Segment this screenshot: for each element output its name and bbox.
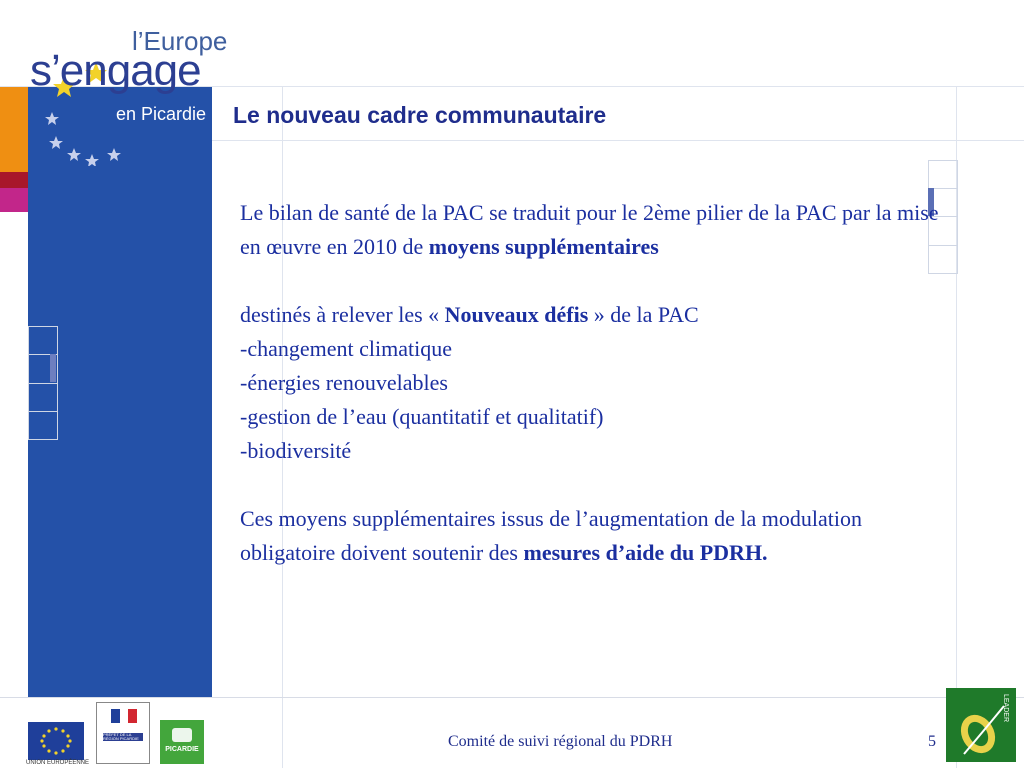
- intro-emphasis: moyens supplémentaires: [428, 234, 659, 259]
- grid-line: [28, 411, 58, 412]
- conclusion-text: Ces moyens supplémentaires issus de l’augmentation de la modulation obligatoire doivent soutenir des: [240, 506, 862, 565]
- magenta-accent: [0, 188, 28, 212]
- grid-line: [28, 383, 58, 384]
- paragraph-intro: [240, 196, 956, 264]
- slide-title: Le nouveau cadre communautaire: [233, 102, 607, 128]
- page-number: 5: [928, 733, 936, 750]
- eu-caption: UNION EUROPÉENNE: [26, 760, 90, 766]
- challenges-suffix: » de la PAC: [588, 302, 699, 327]
- side-marker: [50, 354, 56, 382]
- list-item: -énergies renouvelables: [240, 370, 448, 395]
- eu-flag-icon: [28, 722, 84, 760]
- prefet-caption: PRÉFET DE LA RÉGION PICARDIE: [103, 733, 143, 741]
- paragraph-conclusion: [240, 502, 956, 570]
- intro-text: Le bilan de santé de la PAC se traduit pour le 2ème pilier de la PAC par la mise en œuvre en 2010 de: [240, 200, 939, 259]
- logo-line-engage: s’engage: [30, 46, 201, 95]
- french-flag-icon: [111, 709, 137, 723]
- picardie-region-logo: [160, 720, 204, 764]
- challenges-prefix: destinés à relever les «: [240, 302, 445, 327]
- footer-text: Comité de suivi régional du PDRH: [448, 733, 673, 750]
- footer-divider: [0, 697, 1024, 698]
- challenges-emphasis: Nouveaux défis: [444, 302, 589, 327]
- slide-body: [240, 196, 956, 570]
- eu-flag-logo: [28, 722, 84, 760]
- picardie-caption: PICARDIE: [165, 746, 199, 753]
- logo-line-picardie: en Picardie: [116, 104, 207, 124]
- grid-line: [212, 140, 1024, 141]
- list-item: -changement climatique: [240, 336, 452, 361]
- list-item: -biodiversité: [240, 438, 352, 463]
- prefet-logo: [96, 702, 150, 764]
- picardie-mark-icon: [172, 728, 192, 742]
- red-accent: [0, 172, 28, 188]
- leader-caption: LEADER: [1002, 694, 1009, 723]
- list-item: -gestion de l’eau (quantitatif et qualitatif): [240, 404, 604, 429]
- logo-line-europe: l’Europe: [132, 26, 228, 56]
- leader-logo: [946, 688, 1016, 762]
- paragraph-challenges: [240, 298, 956, 332]
- conclusion-emphasis: mesures d’aide du PDRH.: [523, 540, 768, 565]
